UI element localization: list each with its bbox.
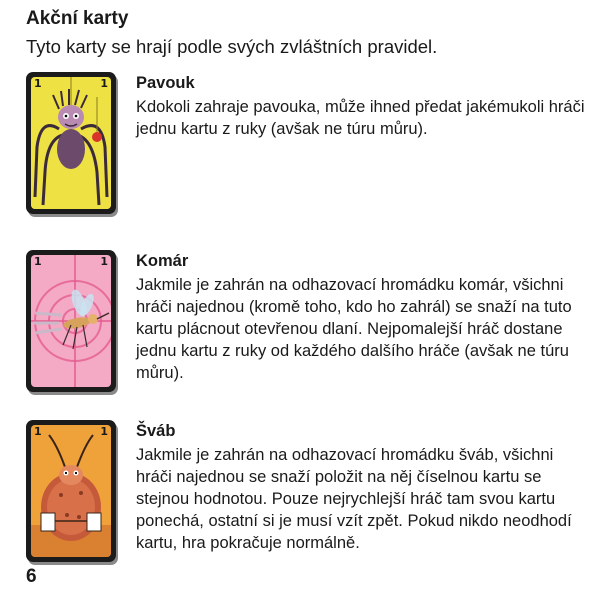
card-description: Jakmile je zahrán na odhazovací hromádku komár, všichni hráči najednou (kromě toho, kdo ho zahrál) se snaží na tuto kartu plácnout otevřenou dlaní. Nejpomalejší hráč dostane jednu kartu z ruky od každého dalšího hráče (avšak ne túru můru). bbox=[136, 276, 572, 382]
card-corner-number: 1 bbox=[100, 425, 108, 438]
card-text-svab bbox=[136, 420, 586, 554]
page-title: Akční karty bbox=[26, 8, 129, 29]
card-corner-number: 1 bbox=[100, 255, 108, 268]
card-image-svab bbox=[26, 420, 116, 562]
card-image-pavouk bbox=[26, 72, 116, 214]
card-name: Komár bbox=[136, 252, 189, 270]
card-text-komar bbox=[136, 250, 586, 384]
card-corner-number: 1 bbox=[34, 77, 42, 90]
card-section-pavouk bbox=[26, 72, 586, 217]
card-corner-number: 1 bbox=[34, 425, 42, 438]
card-image-komar bbox=[26, 250, 116, 392]
card-description: Kdokoli zahraje pavouka, může ihned předat jakémukoli hráči jednu kartu z ruky (avšak ne túru můru). bbox=[136, 98, 585, 138]
card-name: Pavouk bbox=[136, 74, 195, 92]
card-text-pavouk bbox=[136, 72, 586, 140]
card-section-komar bbox=[26, 250, 586, 395]
card-description: Jakmile je zahrán na odhazovací hromádku šváb, všichni hráči najednou se snaží položit na něj číselnou kartu se stejnou hodnotou. Pouze nejrychlejší hráč tam svou kartu ponechá, ostatní si je musí vzít zpět. Pokud nikdo neodhodí kartu, hra pokračuje normálně. bbox=[136, 446, 572, 552]
mosquito-illustration-icon bbox=[31, 255, 111, 387]
card-corner-number: 1 bbox=[100, 77, 108, 90]
card-corner-number: 1 bbox=[34, 255, 42, 268]
cockroach-illustration-icon bbox=[31, 425, 111, 557]
card-name: Šváb bbox=[136, 422, 176, 440]
card-section-svab bbox=[26, 420, 586, 565]
page-number: 6 bbox=[26, 566, 37, 587]
spider-illustration-icon bbox=[31, 77, 111, 209]
page-subtitle: Tyto karty se hrají podle svých zvláštních pravidel. bbox=[26, 36, 438, 57]
